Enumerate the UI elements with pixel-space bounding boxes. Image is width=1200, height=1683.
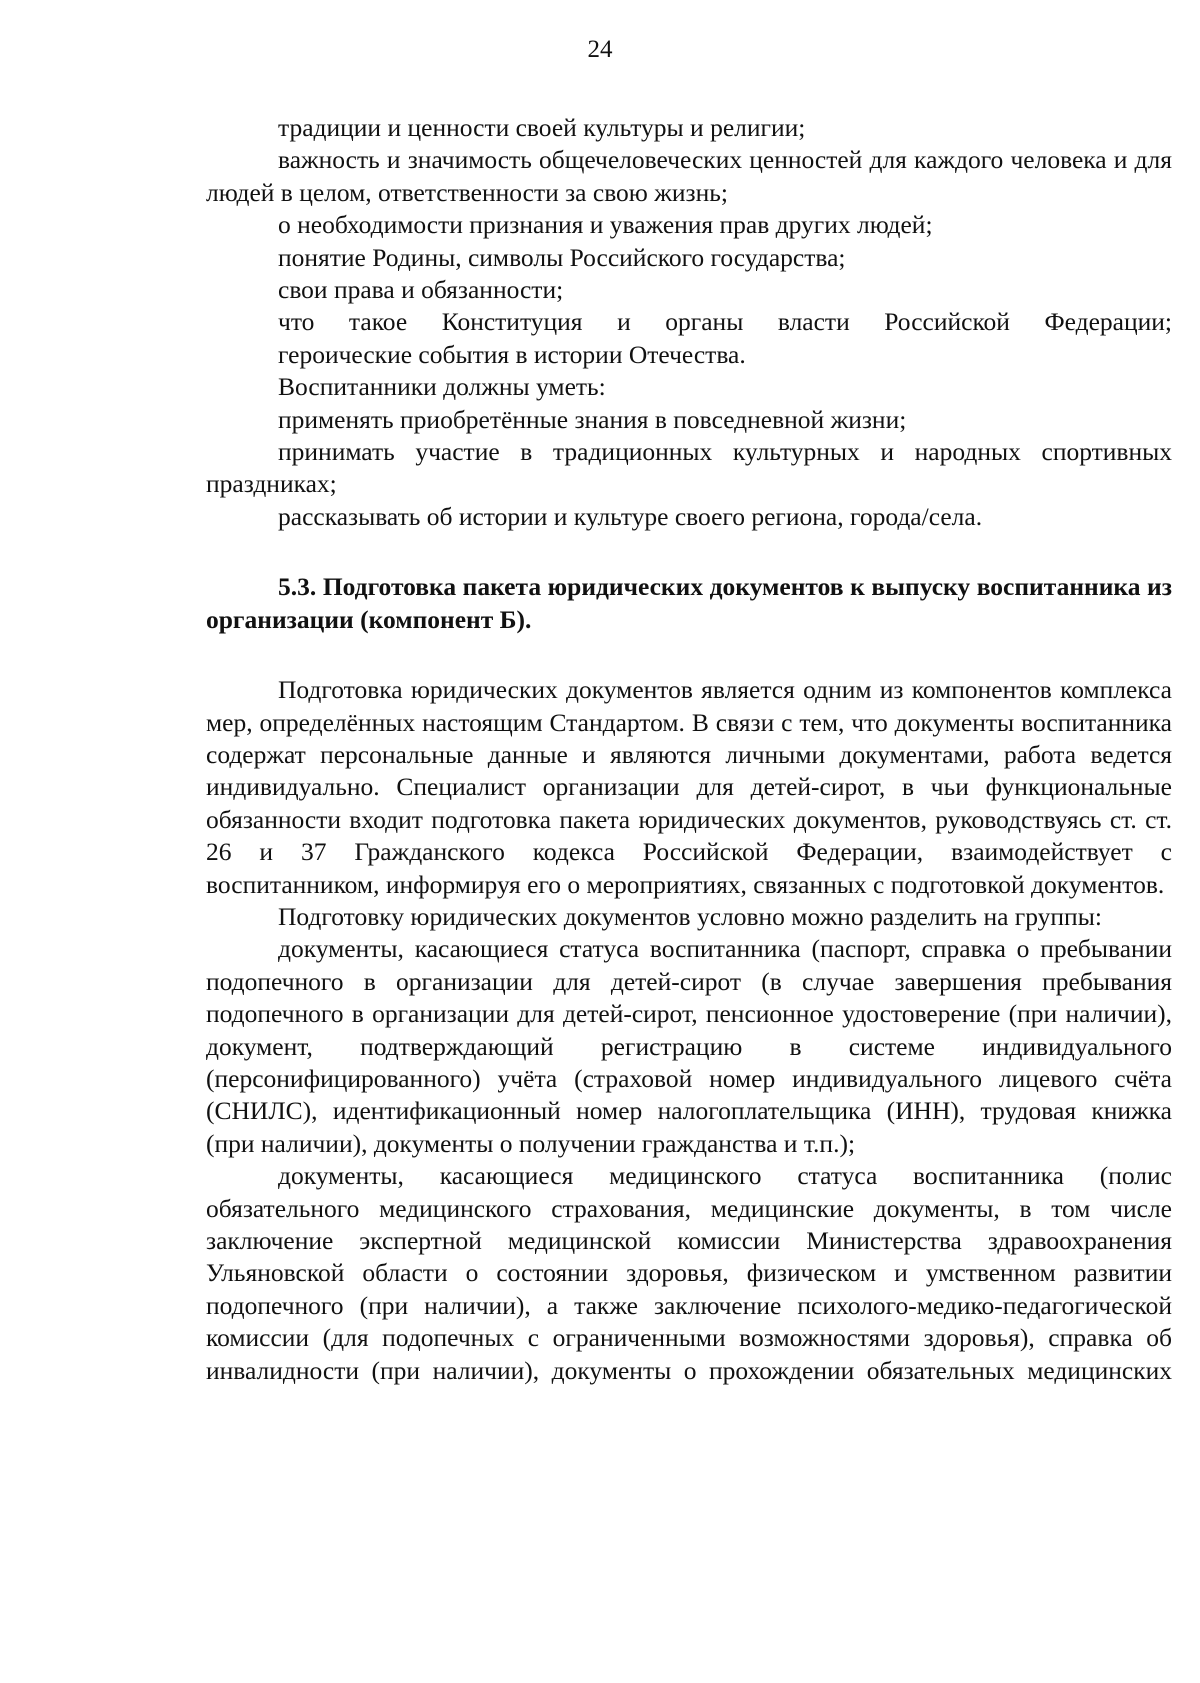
knowledge-item-1: традиции и ценности своей культуры и религии; xyxy=(278,113,806,142)
page-number: 24 xyxy=(587,36,613,63)
document-body xyxy=(206,112,1172,1387)
knowledge-item-5: свои права и обязанности; xyxy=(278,275,564,305)
knowledge-item-4: понятие Родины, символы Российского государства; xyxy=(278,242,846,272)
section-paragraph-3: документы, касающиеся статуса воспитанника (паспорт, справка о пребывании подопечного в организации для детей-сирот (в случае завершения пребывания подопечного в организации для детей-сирот, пенсионное удостоверение (при наличии), документ, подтверждающий регистрацию в системе индивидуального (персонифицированного) учёта (страховой номер индивидуального лицевого счёта (СНИЛС), идентификационный номер налогоплательщика (ИНН), трудовая книжка (при наличии), документы о получении гражданства и т.п.); xyxy=(206,934,1172,1158)
skill-item-1: применять приобретённые знания в повседневной жизни; xyxy=(278,404,907,434)
knowledge-item-7: героические события в истории Отечества. xyxy=(278,339,746,369)
skills-intro: Воспитанники должны уметь: xyxy=(278,372,606,402)
knowledge-item-6: что такое Конституция и органы власти Российской Федерации; xyxy=(278,307,1172,337)
skill-item-3: рассказывать об истории и культуре своего региона, города/села. xyxy=(278,501,983,531)
knowledge-item-2: важность и значимость общечеловеческих ценностей для каждого человека и для людей в целом, ответственности за свою жизнь; xyxy=(206,145,1172,207)
section-paragraph-2: Подготовку юридических документов условно можно разделить на группы: xyxy=(278,901,1102,931)
skill-item-2: принимать участие в традиционных культурных и народных спортивных праздниках; xyxy=(206,437,1172,499)
section-paragraph-4: документы, касающиеся медицинского статуса воспитанника (полис обязательного медицинского страхования, медицинские документы, в том числе заключение экспертной медицинской комиссии Министерства здравоохранения Ульяновской области о состоянии здоровья, физическом и умственном развитии подопечного (при наличии), а также заключение психолого-медико-педагогической комиссии (для подопечных с ограниченными возможностями здоровья), справка об инвалидности (при наличии), документы о прохождении обязательных медицинских xyxy=(206,1161,1172,1385)
section-paragraph-1: Подготовка юридических документов является одним из компонентов комплекса мер, определённых настоящим Стандартом. В связи с тем, что документы воспитанника содержат персональные данные и являются личными документами, работа ведется индивидуально. Специалист организации для детей-сирот, в чьи функциональные обязанности входит подготовка пакета юридических документов, руководствуясь ст. ст. 26 и 37 Гражданского кодекса Российской Федерации, взаимодействует с воспитанником, информируя его о мероприятиях, связанных с подготовкой документов. xyxy=(206,675,1172,899)
knowledge-item-3: о необходимости признания и уважения прав других людей; xyxy=(278,210,933,240)
section-heading: 5.3. Подготовка пакета юридических документов к выпуску воспитанника из организации (компонент Б). xyxy=(206,572,1172,634)
